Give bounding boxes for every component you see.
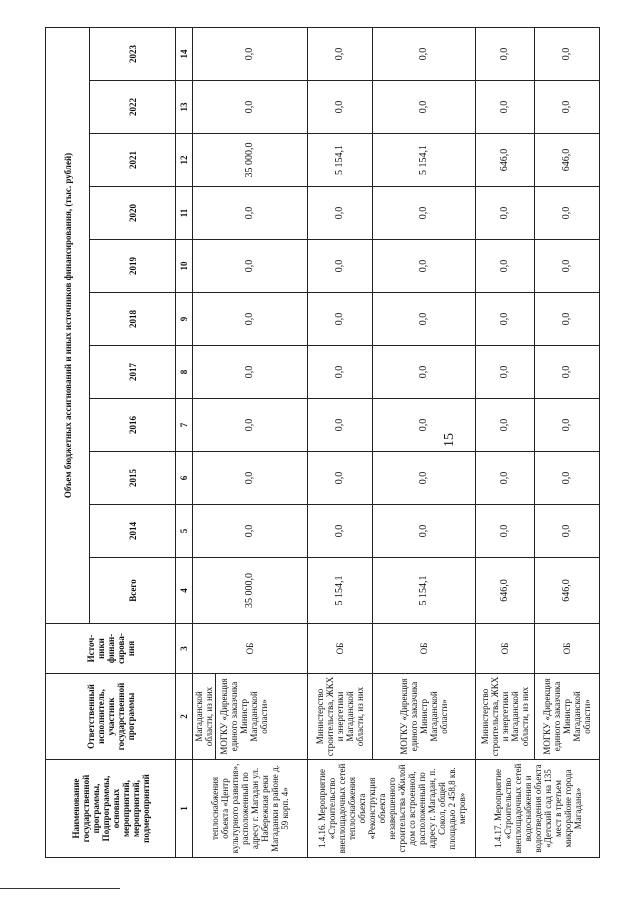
header-total: Всего [90, 558, 176, 624]
column-number: 12 [176, 134, 193, 187]
header-year: 2020 [90, 187, 176, 240]
year-value: 0,0 [193, 505, 308, 558]
measure-name: 1.4.16. Мероприятие «Строительство внеплощадочных сетей теплоснабжения объекта «Реконструкция объекта незавершенного строительства «Жилой дом со встроенной, расположенный по адресу г. Магадан, п. Сокол, общей площадью 2 458,8 кв. метров» [308, 760, 476, 858]
year-value: 0,0 [373, 399, 476, 452]
table-row [535, 28, 600, 858]
header-year: 2014 [90, 505, 176, 558]
header-year: 2017 [90, 346, 176, 399]
year-value: 0,0 [535, 28, 600, 81]
year-value: 0,0 [476, 399, 535, 452]
year-value: 0,0 [373, 346, 476, 399]
executor-sub: МОГКУ «Дирекция единого заказчика Министр Магаданской области» [219, 678, 269, 755]
header-year: 2019 [90, 240, 176, 293]
year-value: 0,0 [308, 399, 373, 452]
total-value: 5 154,1 [373, 558, 476, 624]
year-value: 0,0 [193, 81, 308, 134]
year-value: 0,0 [373, 452, 476, 505]
year-value: 0,0 [476, 346, 535, 399]
source: ОБ [476, 624, 535, 674]
year-value: 0,0 [535, 240, 600, 293]
source: ОБ [193, 624, 308, 674]
header-executor: Ответственный исполнитель, участник государственной программы [46, 674, 176, 760]
year-value: 0,0 [535, 187, 600, 240]
column-number: 4 [176, 558, 193, 624]
year-value: 0,0 [373, 293, 476, 346]
executor: МОГКУ «Дирекция единого заказчика Министр Магаданской области» [535, 674, 600, 760]
year-value: 0,0 [308, 81, 373, 134]
column-number: 7 [176, 399, 193, 452]
year-value: 0,0 [535, 505, 600, 558]
funding-table-wrapper [45, 28, 595, 858]
footnote-divider [0, 888, 120, 889]
year-value: 0,0 [373, 240, 476, 293]
year-value: 5 154,1 [308, 134, 373, 187]
executor-top: Магаданской области, из них [193, 674, 216, 759]
year-value: 0,0 [308, 346, 373, 399]
year-value: 0,0 [308, 240, 373, 293]
year-value: 0,0 [308, 28, 373, 81]
column-number: 2 [176, 674, 193, 760]
year-value: 0,0 [308, 505, 373, 558]
header-year: 2023 [90, 28, 176, 81]
column-number: 8 [176, 346, 193, 399]
measure-name: теплоснабжения объекта «Центр культурного развития», расположенный по адресу г. Магадан ул. Набережная реки Магаданки в районе д. 59 корп. 4» [193, 760, 308, 858]
year-value: 0,0 [373, 505, 476, 558]
column-number: 5 [176, 505, 193, 558]
column-number: 3 [176, 624, 193, 674]
measure-name: 1.4.17. Мероприятие «Строительство внеплощадочных сетей водоснабжения и водоотведения объекта «Детский сад на 135 мест в третьем микрорайоне города Магадана» [476, 760, 600, 858]
year-value: 0,0 [476, 293, 535, 346]
year-value: 0,0 [535, 293, 600, 346]
year-value: 0,0 [308, 452, 373, 505]
header-year: 2016 [90, 399, 176, 452]
executor: МОГКУ «Дирекция единого заказчика Министр Магаданской области» [373, 674, 476, 760]
executor [193, 674, 308, 760]
year-value: 0,0 [193, 346, 308, 399]
year-value: 0,0 [193, 293, 308, 346]
column-number-row [176, 28, 193, 858]
year-value: 0,0 [193, 399, 308, 452]
table-row [373, 28, 476, 858]
header-funding-title: Объем бюджетных ассигнований и иных источников финансирования, (тыс. рублей) [46, 28, 90, 624]
table-row [476, 28, 535, 858]
header-name: Наименование государственной программы, Подпрограммы, основных мероприятий, мероприятий, подмероприятий [46, 760, 176, 858]
header-year: 2021 [90, 134, 176, 187]
source: ОБ [308, 624, 373, 674]
column-number: 1 [176, 760, 193, 858]
year-value: 0,0 [476, 505, 535, 558]
header-year: 2015 [90, 452, 176, 505]
table-row [308, 28, 373, 858]
year-value: 0,0 [373, 81, 476, 134]
year-value: 0,0 [476, 452, 535, 505]
table-row [193, 28, 308, 858]
column-number: 11 [176, 187, 193, 240]
column-number: 13 [176, 81, 193, 134]
header-source: Источ-ники финан-сирова-ния [46, 624, 176, 674]
year-value: 0,0 [476, 81, 535, 134]
year-value: 0,0 [308, 187, 373, 240]
year-value: 0,0 [373, 28, 476, 81]
source: ОБ [535, 624, 600, 674]
page-number: 15 [442, 433, 457, 447]
year-value: 0,0 [476, 187, 535, 240]
year-value: 35 000,0 [193, 134, 308, 187]
header-year: 2022 [90, 81, 176, 134]
header-row-1 [46, 28, 90, 858]
year-value: 5 154,1 [373, 134, 476, 187]
column-number: 6 [176, 452, 193, 505]
year-value: 0,0 [193, 452, 308, 505]
year-value: 646,0 [535, 134, 600, 187]
executor: Министерство строительства, ЖКХ и энергетики Магаданской области, из них [308, 674, 373, 760]
year-value: 0,0 [535, 81, 600, 134]
executor: Министерство строительства, ЖКХ и энергетики Магаданской области, из них [476, 674, 535, 760]
year-value: 0,0 [476, 28, 535, 81]
year-value: 646,0 [476, 134, 535, 187]
year-value: 0,0 [476, 240, 535, 293]
year-value: 0,0 [193, 187, 308, 240]
total-value: 646,0 [476, 558, 535, 624]
year-value: 0,0 [535, 346, 600, 399]
total-value: 646,0 [535, 558, 600, 624]
total-value: 5 154,1 [308, 558, 373, 624]
year-value: 0,0 [535, 452, 600, 505]
header-year: 2018 [90, 293, 176, 346]
source: ОБ [373, 624, 476, 674]
column-number: 10 [176, 240, 193, 293]
year-value: 0,0 [373, 187, 476, 240]
funding-table [45, 27, 600, 858]
column-number: 9 [176, 293, 193, 346]
year-value: 0,0 [535, 399, 600, 452]
year-value: 0,0 [308, 293, 373, 346]
year-value: 0,0 [193, 28, 308, 81]
year-value: 0,0 [193, 240, 308, 293]
total-value: 35 000,0 [193, 558, 308, 624]
column-number: 14 [176, 28, 193, 81]
